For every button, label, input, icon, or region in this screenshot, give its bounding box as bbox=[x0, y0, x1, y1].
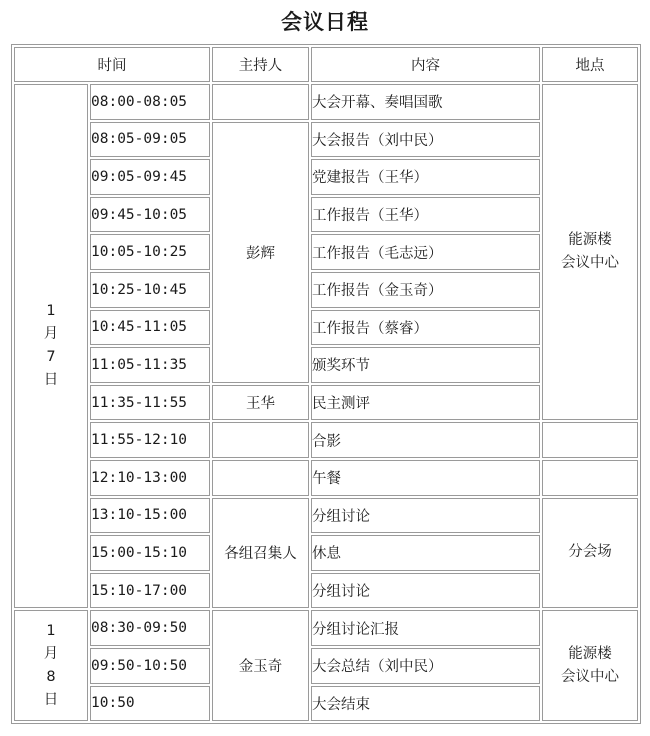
content-cell: 大会报告（刘中民） bbox=[311, 122, 540, 158]
time-cell: 09:50-10:50 bbox=[90, 648, 210, 684]
content-cell: 大会开幕、奏唱国歌 bbox=[311, 84, 540, 120]
host-cell-empty bbox=[212, 84, 309, 120]
venue-line: 会议中心 bbox=[561, 668, 619, 685]
date-char: 日 bbox=[43, 691, 59, 708]
table-row bbox=[14, 84, 638, 120]
date-char: 1 bbox=[46, 303, 56, 320]
time-cell: 12:10-13:00 bbox=[90, 460, 210, 496]
header-host: 主持人 bbox=[212, 47, 309, 82]
content-cell: 颁奖环节 bbox=[311, 347, 540, 383]
time-cell: 11:55-12:10 bbox=[90, 422, 210, 458]
host-cell-wang-hua: 王华 bbox=[212, 385, 309, 421]
content-cell: 大会结束 bbox=[311, 686, 540, 722]
time-cell: 15:00-15:10 bbox=[90, 535, 210, 571]
host-cell-empty bbox=[212, 422, 309, 458]
header-content: 内容 bbox=[311, 47, 540, 82]
venue-cell-branch: 分会场 bbox=[542, 498, 638, 609]
time-cell: 08:00-08:05 bbox=[90, 84, 210, 120]
venue-cell-energy-building-day2 bbox=[542, 610, 638, 721]
content-cell: 工作报告（蔡睿） bbox=[311, 310, 540, 346]
host-cell-peng-hui: 彭辉 bbox=[212, 122, 309, 383]
table-row bbox=[14, 460, 638, 496]
content-cell: 分组讨论 bbox=[311, 498, 540, 534]
date-char: 1 bbox=[46, 622, 56, 639]
header-venue: 地点 bbox=[542, 47, 638, 82]
content-cell: 工作报告（毛志远） bbox=[311, 234, 540, 270]
date-char: 日 bbox=[43, 372, 59, 389]
content-cell: 分组讨论汇报 bbox=[311, 610, 540, 646]
table-row bbox=[14, 422, 638, 458]
time-cell: 11:05-11:35 bbox=[90, 347, 210, 383]
host-cell-group-conveners: 各组召集人 bbox=[212, 498, 309, 609]
venue-line: 会议中心 bbox=[561, 255, 619, 272]
date-char: 月 bbox=[43, 645, 59, 662]
time-cell: 10:45-11:05 bbox=[90, 310, 210, 346]
venue-cell-empty bbox=[542, 422, 638, 458]
header-row bbox=[14, 47, 638, 82]
host-cell-empty bbox=[212, 460, 309, 496]
content-cell: 大会总结（刘中民） bbox=[311, 648, 540, 684]
host-cell-jin-yuqi: 金玉奇 bbox=[212, 610, 309, 721]
table-row bbox=[14, 610, 638, 646]
table-row bbox=[14, 498, 638, 534]
header-time: 时间 bbox=[14, 47, 210, 82]
date-cell-day2 bbox=[14, 610, 88, 721]
content-cell: 休息 bbox=[311, 535, 540, 571]
page-title: 会议日程 bbox=[281, 10, 369, 34]
time-cell: 08:30-09:50 bbox=[90, 610, 210, 646]
date-cell-day1 bbox=[14, 84, 88, 608]
time-cell: 08:05-09:05 bbox=[90, 122, 210, 158]
content-cell: 合影 bbox=[311, 422, 540, 458]
content-cell: 民主测评 bbox=[311, 385, 540, 421]
time-cell: 15:10-17:00 bbox=[90, 573, 210, 609]
venue-line: 能源楼 bbox=[568, 645, 612, 662]
date-char: 7 bbox=[46, 349, 56, 366]
time-cell: 09:45-10:05 bbox=[90, 197, 210, 233]
time-cell: 11:35-11:55 bbox=[90, 385, 210, 421]
time-cell: 10:50 bbox=[90, 686, 210, 722]
content-cell: 党建报告（王华） bbox=[311, 159, 540, 195]
venue-line: 能源楼 bbox=[568, 232, 612, 249]
time-cell: 09:05-09:45 bbox=[90, 159, 210, 195]
content-cell: 工作报告（金玉奇） bbox=[311, 272, 540, 308]
venue-cell-energy-building bbox=[542, 84, 638, 420]
date-char: 月 bbox=[43, 326, 59, 343]
time-cell: 13:10-15:00 bbox=[90, 498, 210, 534]
content-cell: 分组讨论 bbox=[311, 573, 540, 609]
time-cell: 10:05-10:25 bbox=[90, 234, 210, 270]
content-cell: 工作报告（王华） bbox=[311, 197, 540, 233]
schedule-table bbox=[11, 44, 641, 724]
time-cell: 10:25-10:45 bbox=[90, 272, 210, 308]
venue-cell-empty bbox=[542, 460, 638, 496]
content-cell: 午餐 bbox=[311, 460, 540, 496]
date-char: 8 bbox=[46, 668, 56, 685]
